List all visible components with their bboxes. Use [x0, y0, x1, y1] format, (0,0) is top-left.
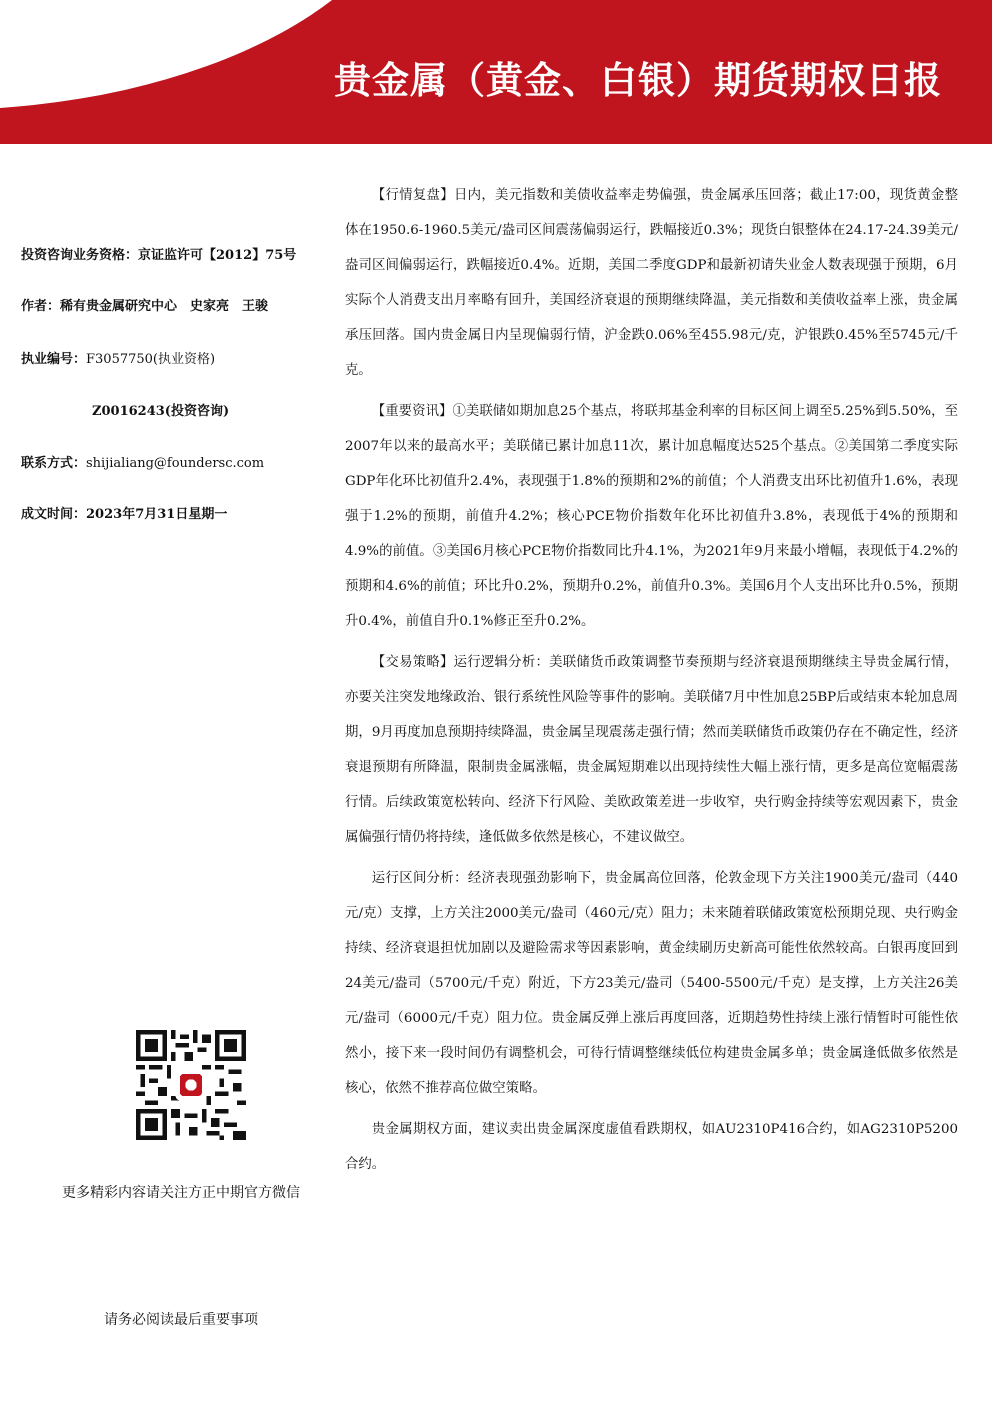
- qr-caption: 更多精彩内容请关注方正中期官方微信: [62, 1185, 300, 1201]
- report-body: [345, 178, 958, 1188]
- license-value: F3057750(执业资格): [86, 352, 216, 367]
- license-label: 执业编号：: [21, 352, 87, 367]
- sidebar: [0, 0, 330, 1403]
- author-line: [21, 295, 268, 314]
- license-line: [21, 348, 215, 367]
- qualification-line: [21, 244, 296, 263]
- date-line: [21, 503, 227, 522]
- license-value-2: Z0016243(投资咨询): [92, 404, 230, 419]
- author-label: 作者：: [21, 299, 61, 314]
- contact-line: [21, 452, 264, 471]
- date-value: 2023年7月31日星期一: [86, 507, 228, 522]
- market-review-paragraph: 【行情复盘】日内，美元指数和美债收益率走势偏强，贵金属承压回落；截止17:00，现货黄金整体在1950.6-1960.5美元/盎司区间震荡偏弱运行，跌幅接近0.3%；现货白银整体在24.17-24.39美元/盎司区间偏弱运行，跌幅接近0.4%。近期，美国二季度GDP和最新初请失业金人数表现强于预期，6月实际个人消费支出月率略有回升，美国经济衰退的预期继续降温，美元指数和美债收益率上涨，贵金属承压回落。国内贵金属日内呈现偏弱行情，沪金跌0.06%至455.98元/克，沪银跌0.45%至5745元/千克。: [345, 188, 958, 378]
- key-news-paragraph: 【重要资讯】①美联储如期加息25个基点，将联邦基金利率的目标区间上调至5.25%到5.50%，至2007年以来的最高水平；美联储已累计加息11次，累计加息幅度达525个基点。②美国第二季度实际GDP年化环比初值升2.4%，表现强于1.8%的预期和2%的前值；个人消费支出环比初值升1.6%，表现强于1.2%的预期，前值升4.2%；核心PCE物价指数年化环比初值升3.8%，表现低于4%的预期和4.9%的前值。③美国6月核心PCE物价指数同比升4.1%，为2021年9月来最小增幅，表现低于4.2%的预期和4.6%的前值；环比升0.2%，预期升0.2%，前值升0.3%。美国6月个人支出环比升0.5%，预期升0.4%，前值自升0.1%修正至升0.2%。: [345, 404, 958, 629]
- qualification-label: 投资咨询业务资格：: [21, 248, 139, 263]
- author-value: 稀有贵金属研究中心 史家亮 王骏: [60, 299, 269, 314]
- trading-strategy-paragraph: 【交易策略】运行逻辑分析：美联储货币政策调整节奏预期与经济衰退预期继续主导贵金属行情，亦要关注突发地缘政治、银行系统性风险等事件的影响。美联储7月中性加息25BP后或结束本轮加息周期，9月再度加息预期持续降温，贵金属呈现震荡走强行情；然而美联储货币政策仍存在不确定性，经济衰退预期有所降温，限制贵金属涨幅，贵金属短期难以出现持续性大幅上涨行情，更多是高位宽幅震荡行情。后续政策宽松转向、经济下行风险、美欧政策差进一步收窄，央行购金持续等宏观因素下，贵金属偏强行情仍将持续，逢低做多依然是核心，不建议做空。: [345, 655, 958, 845]
- disclaimer-note: 请务必阅读最后重要事项: [104, 1312, 258, 1328]
- wechat-qr-code: [136, 1030, 246, 1140]
- date-label: 成文时间：: [21, 507, 87, 522]
- qualification-value: 京证监许可【2012】75号: [138, 248, 297, 263]
- contact-label: 联系方式：: [21, 456, 87, 471]
- contact-email: shijialiang@foundersc.com: [86, 456, 265, 471]
- options-strategy-paragraph: 贵金属期权方面，建议卖出贵金属深度虚值看跌期权，如AU2310P416合约，如AG2310P5200合约。: [345, 1122, 958, 1172]
- range-analysis-paragraph: 运行区间分析：经济表现强劲影响下，贵金属高位回落，伦敦金现下方关注1900美元/盎司（440元/克）支撑，上方关注2000美元/盎司（460元/克）阻力；未来随着联储政策宽松预期兑现、央行购金持续、经济衰退担忧加剧以及避险需求等因素影响，黄金续刷历史新高可能性依然较高。白银再度回到24美元/盎司（5700元/千克）附近，下方23美元/盎司（5400-5500元/千克）是支撑，上方关注26美元/盎司（6000元/千克）阻力位。贵金属反弹上涨后再度回落，近期趋势性持续上涨行情暂时可能性依然小，接下来一段时间仍有调整机会，可待行情调整继续低位构建贵金属多单；贵金属逢低做多依然是核心，依然不推荐高位做空策略。: [345, 871, 958, 1096]
- report-title: 贵金属（黄金、白银）期货期权日报: [334, 58, 942, 102]
